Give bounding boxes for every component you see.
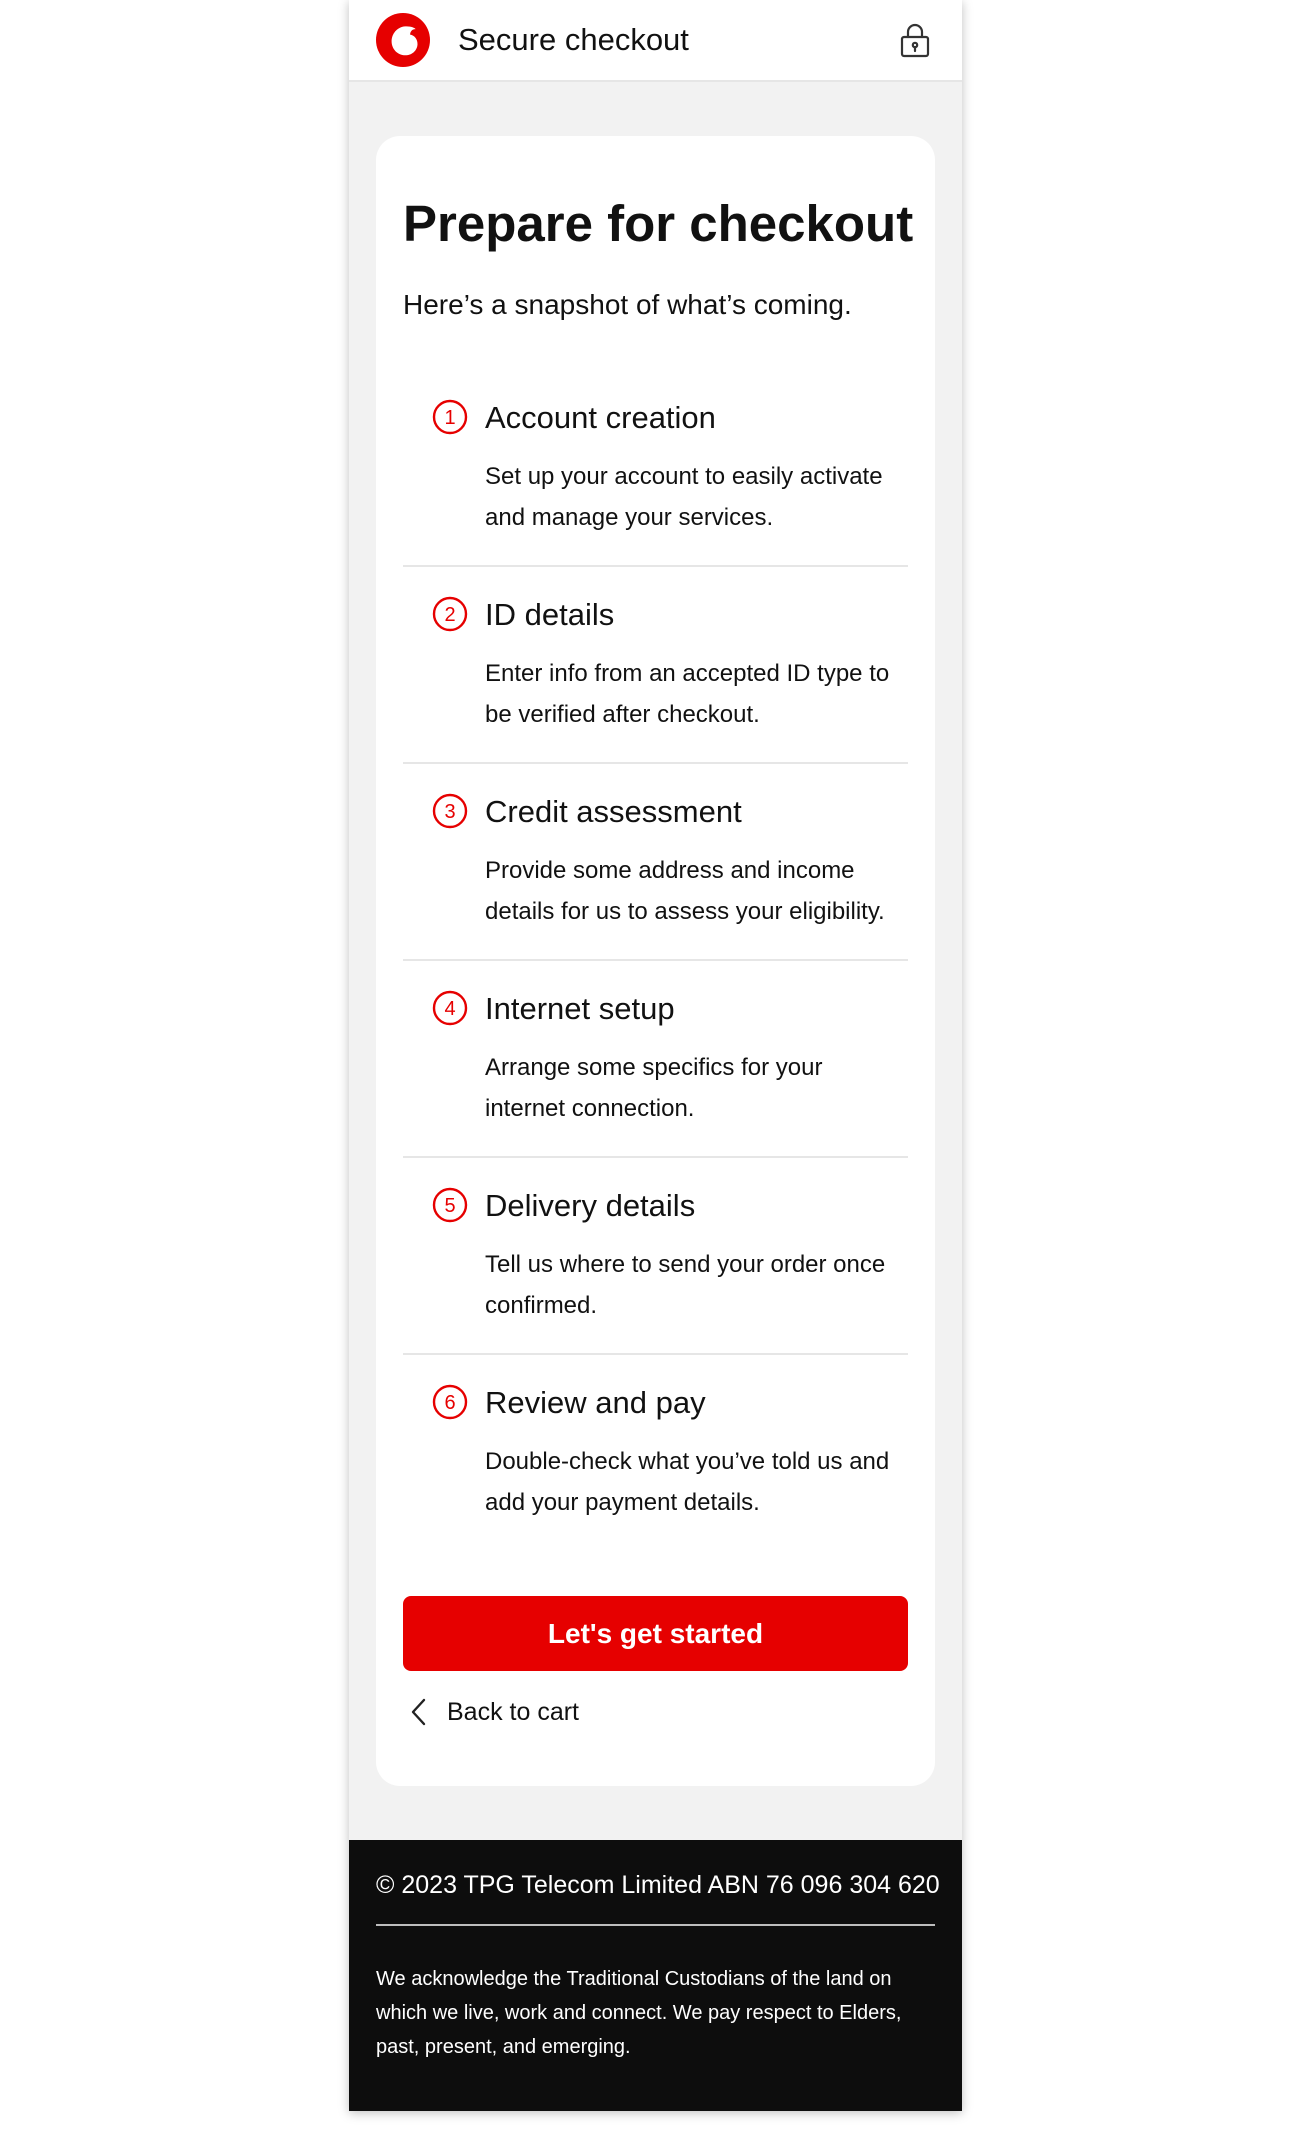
- copyright-text: © 2023 TPG Telecom Limited ABN 76 096 304 620: [376, 1871, 940, 1899]
- svg-text:4: 4: [444, 998, 456, 1020]
- step-number-5-icon: [432, 1187, 468, 1223]
- page-subtitle: Here’s a snapshot of what’s coming.: [403, 289, 852, 320]
- svg-text:3: 3: [444, 801, 456, 823]
- step-title: Delivery details: [485, 1188, 696, 1223]
- step-title: Account creation: [485, 400, 716, 435]
- step-number-4-icon: [432, 990, 468, 1026]
- step-number-3-icon: [432, 793, 468, 829]
- step-number-1-icon: [432, 399, 468, 435]
- step-title: Review and pay: [485, 1385, 706, 1420]
- step-description: Double-check what you’ve told us and add your payment details.: [485, 1448, 890, 1516]
- back-to-cart-label: Back to cart: [447, 1698, 579, 1726]
- step-review-and-pay: [403, 1355, 908, 1552]
- svg-text:5: 5: [444, 1195, 456, 1217]
- footer: [349, 1840, 962, 2111]
- checkout-screen: [349, 0, 962, 2111]
- checkout-overview-card: [376, 136, 935, 1786]
- steps-list: [403, 370, 908, 1552]
- step-description: Tell us where to send your order once confirmed.: [485, 1251, 886, 1319]
- step-credit-assessment: [403, 764, 908, 961]
- page-title: Prepare for checkout: [403, 195, 914, 252]
- lets-get-started-button[interactable]: Let's get started: [403, 1596, 908, 1671]
- step-delivery-details: [403, 1158, 908, 1355]
- step-internet-setup: [403, 961, 908, 1158]
- lock-icon: [899, 22, 931, 58]
- header-title: Secure checkout: [458, 22, 689, 57]
- step-number-6-icon: [432, 1384, 468, 1420]
- step-description: Enter info from an accepted ID type to be verified after checkout.: [485, 660, 890, 728]
- step-title: ID details: [485, 597, 615, 632]
- vodafone-logo-icon[interactable]: [376, 13, 430, 67]
- step-title: Credit assessment: [485, 794, 742, 829]
- step-description: Arrange some specifics for your internet connection.: [485, 1054, 823, 1122]
- svg-text:6: 6: [444, 1392, 456, 1414]
- step-description: Provide some address and income details for us to assess your eligibility.: [485, 857, 885, 925]
- step-number-2-icon: [432, 596, 468, 632]
- top-bar: [349, 0, 962, 82]
- footer-divider: [376, 1924, 935, 1926]
- svg-text:2: 2: [444, 604, 456, 626]
- svg-text:1: 1: [444, 407, 456, 429]
- step-id-details: [403, 567, 908, 764]
- back-to-cart-link[interactable]: [409, 1694, 579, 1730]
- acknowledgement-text: We acknowledge the Traditional Custodians of the land on which we live, work and connect. We pay respect to Elders, past, present, and emerging.: [376, 1968, 902, 2058]
- step-title: Internet setup: [485, 991, 675, 1026]
- step-account-creation: [403, 370, 908, 567]
- chevron-left-icon: [409, 1697, 429, 1727]
- step-description: Set up your account to easily activate and manage your services.: [485, 463, 883, 531]
